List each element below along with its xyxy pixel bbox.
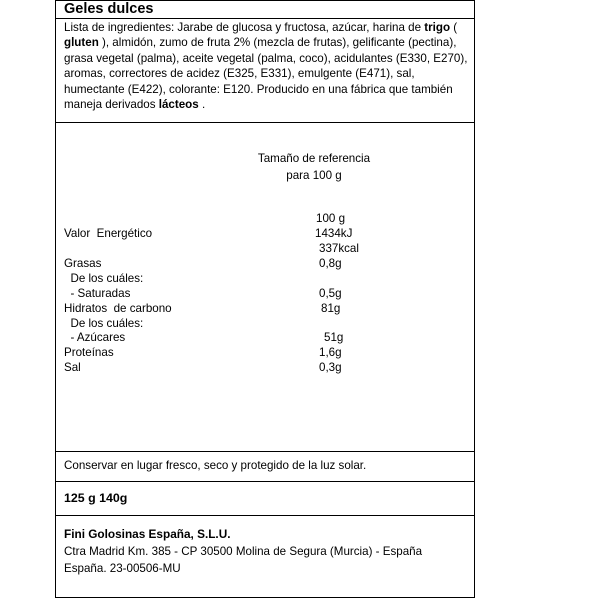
nutrient-value-carbs: 81g [321, 302, 341, 315]
nutrient-label-fat: Grasas [64, 257, 102, 270]
allergen-gluten: gluten [64, 36, 99, 50]
nutrient-label-saturated: - Saturadas [64, 287, 131, 300]
ingredients-divider [56, 122, 474, 123]
storage-divider [56, 481, 474, 482]
ingredients-text: Lista de ingredientes: Jarabe de glucosa y fructosa, azúcar, harina de [64, 21, 425, 34]
weight-divider [56, 515, 474, 516]
nutrient-value-sugars: 51g [324, 331, 344, 344]
storage-instructions: Conservar en lugar fresco, seco y protegido de la luz solar. [64, 459, 367, 472]
registry-number: España. 23-00506-MU [64, 562, 181, 575]
ingredients-text: ), almidón, zumo de fruta 2% (mezcla de frutas), gelificante (pectina), grasa vegetal (palma), aceite vegetal (palma, coco), acidulantes (E330, E270), aromas, correctores de acidez (E325, E331), emulgente (E471), sal, humectante (E422), colorante: E120. Producido en una fábrica que también maneja derivados [64, 36, 468, 112]
product-title: Geles dulces [64, 1, 154, 17]
allergen-lacteos: lácteos [158, 98, 199, 112]
label-panel [55, 0, 475, 598]
title-divider [56, 18, 474, 19]
company-address: Ctra Madrid Km. 385 - CP 30500 Molina de Segura (Murcia) - España [64, 545, 423, 558]
nutrition-divider [56, 451, 474, 452]
nutrient-label-of-which: De los cuáles: [64, 272, 144, 285]
nutrient-value-saturated: 0,5g [319, 287, 342, 300]
nutrient-value-energy-kj: 1434kJ [315, 227, 353, 240]
ingredients-text: ( [450, 21, 458, 34]
nutrient-value-salt: 0,3g [319, 361, 342, 374]
nutrient-label-protein: Proteínas [64, 346, 114, 359]
company-name: Fini Golosinas España, S.L.U. [64, 527, 231, 541]
ingredients-list [64, 20, 472, 112]
nutrient-label-of-which: De los cuáles: [64, 317, 144, 330]
reference-per: 100 g [316, 212, 346, 225]
nutrient-value-fat: 0,8g [319, 257, 342, 270]
nutrient-label-energy: Valor Energético [64, 227, 153, 240]
nutrient-label-salt: Sal [64, 361, 81, 374]
nutrient-value-protein: 1,6g [319, 346, 342, 359]
nutrient-label-carbs: Hidratos de carbono [64, 302, 172, 315]
reference-size-line1: Tamaño de referencia [257, 152, 371, 165]
reference-size-line2: para 100 g [286, 169, 342, 182]
net-weight: 125 g 140g [64, 491, 128, 505]
nutrient-label-sugars: - Azúcares [64, 331, 126, 344]
allergen-trigo: trigo [424, 21, 451, 34]
ingredients-text: . [198, 98, 206, 112]
nutrient-value-energy-kcal: 337kcal [319, 242, 359, 255]
